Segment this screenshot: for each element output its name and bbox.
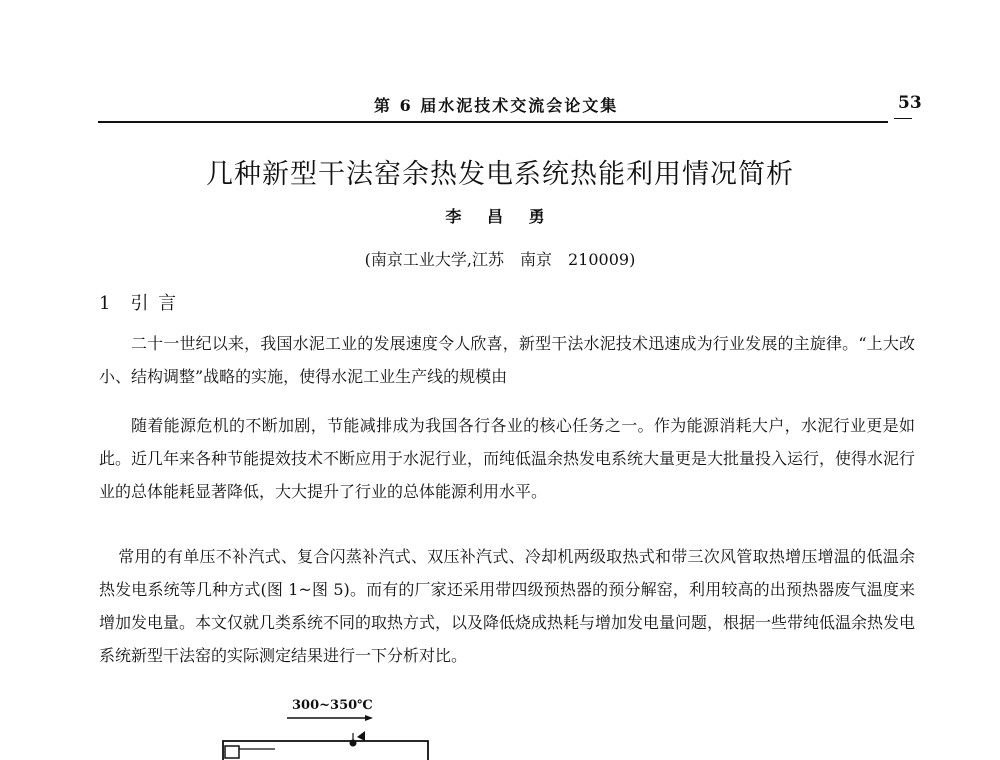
paragraph-3: 常用的有单压不补汽式、复合闪蒸补汽式、双压补汽式、冷却机两级取热式和带三次风管取热增压增温的低温余热发电系统等几种方式(图 1~图 5)。而有的厂家还采用带四级预热器的预分解窑，利用较高的出预热器废气温度来增加发电量。本文仅就几类系统不同的取热方式，以及降低烧成热耗与增加发电量问题，根据一些带纯低温余热发电系统新型干法窑的实际测定结果进行一下分析对比。 xyxy=(99,547,916,665)
paper-title: 几种新型干法窑余热发电系统热能利用情况简析 xyxy=(206,159,794,190)
page-number: 53 xyxy=(898,93,922,113)
header-rule xyxy=(98,121,888,123)
page-number-rule xyxy=(894,118,912,119)
figure-diagram-fragment xyxy=(215,715,445,760)
section-heading xyxy=(99,289,178,315)
running-header-journal: 第 6 届水泥技术交流会论文集 xyxy=(374,96,619,115)
diagram-box xyxy=(225,746,239,758)
section-title: 引 言 xyxy=(130,293,179,314)
paragraph-1: 二十一世纪以来，我国水泥工业的发展速度令人欣喜，新型干法水泥技术迅速成为行业发展的主旋律。“上大改小、结构调整”战略的实施，使得水泥工业生产线的规模由 xyxy=(99,334,915,386)
paragraph-2: 随着能源危机的不断加剧，节能减排成为我国各行各业的核心任务之一。作为能源消耗大户，水泥行业更是如此。近几年来各种节能提效技术不断应用于水泥行业，而纯低温余热发电系统大量更是大批量投入运行，使得水泥行业的总体能耗显著降低，大大提升了行业的总体能源利用水平。 xyxy=(99,416,916,501)
diagram-frame xyxy=(223,741,428,760)
diagram-valve xyxy=(357,731,365,741)
author: 李 昌 勇 xyxy=(445,207,555,226)
affiliation: (南京工业大学,江苏 南京 210009) xyxy=(364,250,636,269)
figure-temperature-label: 300~350℃ xyxy=(292,698,373,713)
diagram-arrow-head xyxy=(365,715,373,721)
section-number: 1 xyxy=(99,293,113,314)
